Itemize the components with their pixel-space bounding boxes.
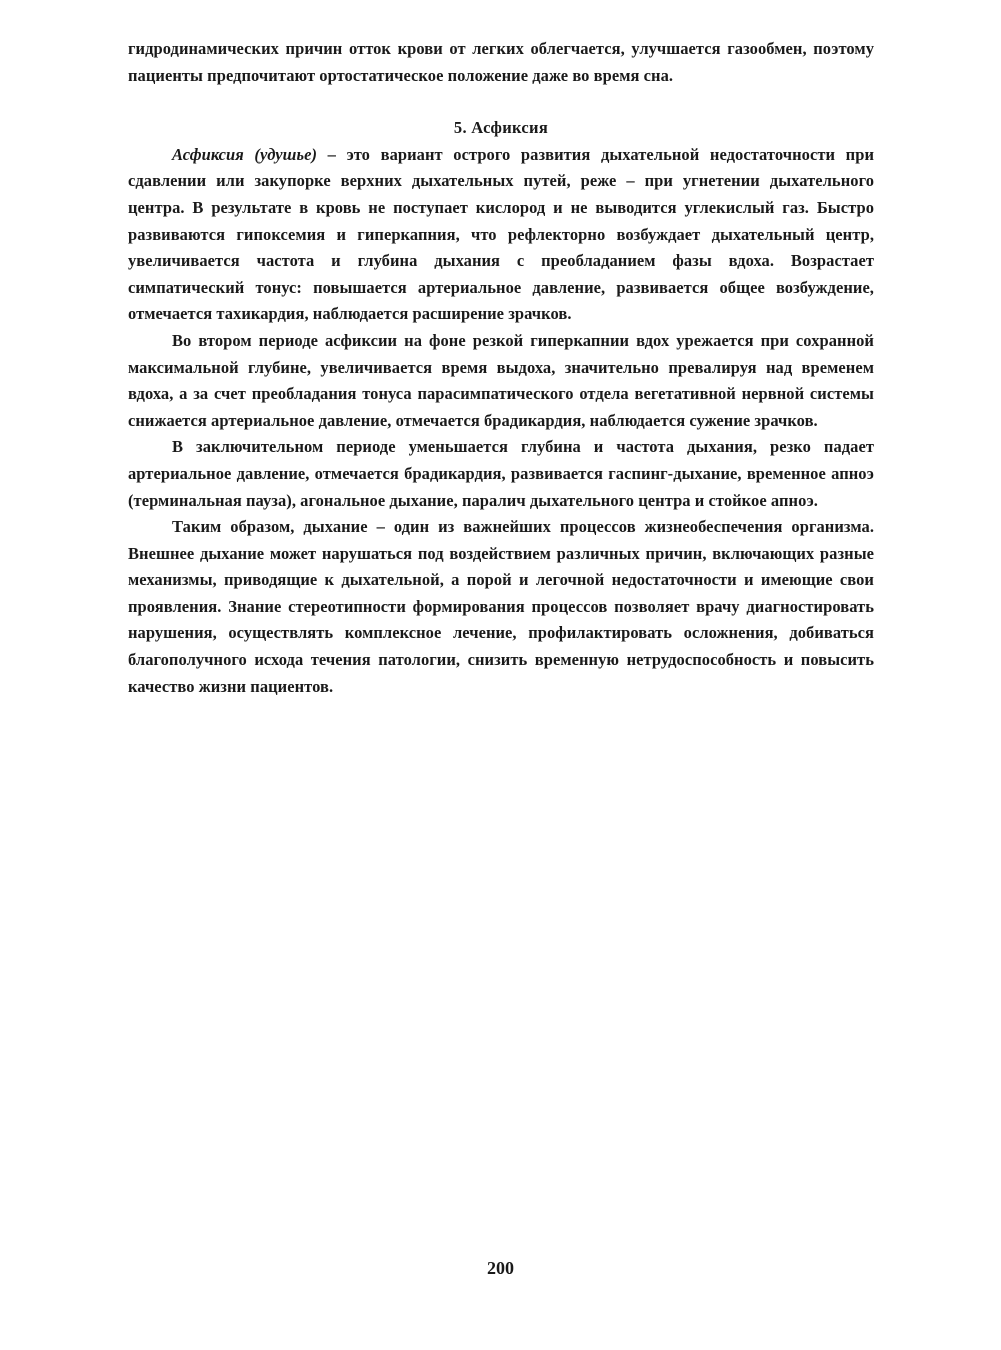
intro-paragraph: гидродинамических причин отток крови от легких облегчается, улучшается газообмен, поэтому пациенты предпочитают ортостатическое положение даже во время сна. <box>128 39 874 85</box>
page-number: 200 <box>487 1258 514 1278</box>
paragraph-final-period: В заключительном периоде уменьшается глубина и частота дыхания, резко падает артериальное давление, отмечается брадикардия, развивается гаспинг-дыхание, временное апноэ (терминальная пауза), агональное дыхание, паралич дыхательного центра и стойкое апноэ. <box>128 437 874 510</box>
paragraph-conclusion: Таким образом, дыхание – один из важнейших процессов жизнеобеспечения организма. Внешнее дыхание может нарушаться под воздействием различных причин, включающих разные механизмы, приводящие к дыхательной, а порой и легочной недостаточности и имеющие свои проявления. Знание стереотипности формирования процессов позволяет врачу диагностировать нарушения, осуществлять комплексное лечение, профилактировать осложнения, добиваться благополучного исхода течения патологии, снизить временную нетрудоспособность и повысить качество жизни пациентов. <box>128 517 874 696</box>
section-heading: 5. Асфиксия <box>453 118 549 138</box>
paragraph-second-period: Во втором периоде асфиксии на фоне резкой гиперкапнии вдох урежается при сохранной максимальной глубине, увеличивается время выдоха, значительно превалируя над временем вдоха, а за счет преобладания тонуса парасимпатического отдела вегетативной нервной системы снижается артериальное давление, отмечается брадикардия, наблюдается сужение зрачков. <box>128 330 874 430</box>
term-asphyxia: Асфиксия (удушье) <box>172 144 317 164</box>
paragraph-asphyxia-definition <box>128 142 874 328</box>
text-column <box>128 36 874 700</box>
paragraph-asphyxia-text: – это вариант острого развития дыхательной недостаточности при сдавлении или закупорке верхних дыхательных путей, реже – при угнетении дыхательного центра. В результате в кровь не поступает кислород и не выводится углекислый газ. Быстро развиваются гипоксемия и гиперкапния, что рефлекторно возбуждает дыхательный центр, увеличивается частота и глубина дыхания с преобладанием фазы вдоха. Возрастает симпатический тонус: повышается артериальное давление, развивается общее возбуждение, отмечается тахикардия, наблюдается расширение зрачков. <box>128 144 874 324</box>
